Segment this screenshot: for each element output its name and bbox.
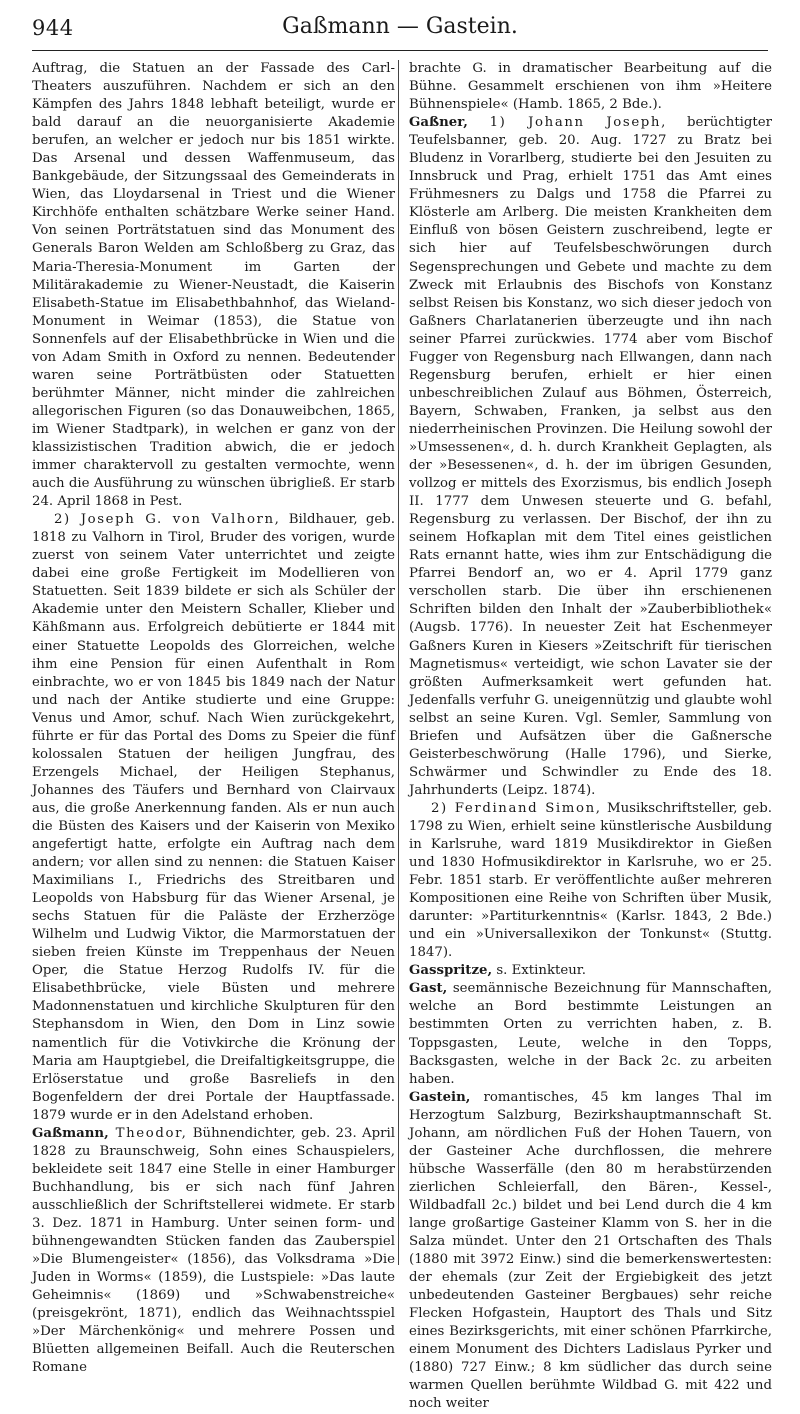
headword: Gaßner, <box>409 115 468 131</box>
entry-paragraph: Gasspritze, s. Extinkteur. <box>409 963 586 979</box>
entry-paragraph: 2) Joseph G. von Valhorn, Bildhauer, geb. 1818 zu Valhorn in Tirol, Bruder des vorigen, wurde zuerst von seinem Vater unterrichtet und zeigte dabei eine große Fertigkeit im Modellieren von Statuetten. Seit 1839 bildete er sich als Schüler der Akademie unter den Meistern Schaller, Klieber und Kähßmann aus. Erfolgreich debütierte er 1844 mit einer Statuette Leopolds des Glorreichen, welche ihm eine Pension für einen Aufenthalt in Rom einbrachte, wo er von 1845 bis 1849 nach der Natur und nach der Antike studierte und eine Gruppe: Venus und Amor, schuf. Nach Wien zurückgekehrt, führte er für das Portal des Doms zu Speier die fünf kolossalen Statuen der heiligen Jungfrau, des Erzengels Michael, der Heiligen Stephanus, Johannes des Täufers und Bernhard von Clairvaux aus, die große Anerkennung fanden. Als er nun auch die Büsten des Kaisers und der Kaiserin von Mexiko angefertigt hatte, erfolgte ein Auftrag nach dem andern; vor allen sind zu nennen: die Statuen Kaiser Maximilians I., Friedrichs des Streitbaren und Leopolds von Habsburg für das Wiener Arsenal, je sechs Statuen für die Paläste der Erzherzöge Wilhelm und Ludwig Viktor, die Marmorstatuen der sieben freien Künste im Treppenhaus der Neuen Oper, die Statue Herzog Rudolfs IV. für die Elisabethbrücke, viele Büsten und mehrere Madonnenstatuen und kirchliche Skulpturen für den Stephansdom in Wien, den Dom in Linz sowie namentlich für die Votivkirche die Krönung der Maria am Hauptgiebel, die Dreifaltigkeitsgruppe, die Erlöserstatue und große Basreliefs in den Bogenfeldern der drei Portale der Hauptfassade. 1879 wurde er in den Adelstand erhoben. <box>32 512 395 1123</box>
entry-paragraph: 2) Ferdinand Simon, Musikschriftsteller, geb. 1798 zu Wien, erhielt seine künstlerische Ausbildung in Karlsruhe, ward 1819 Musikdirektor in Gießen und 1830 Hofmusikdirektor in Karlsruhe, wo er 25. Febr. 1851 starb. Er veröffentlichte außer mehreren Kompositionen eine Reihe von Schriften über Musik, darunter: »Partiturkenntnis« (Karlsr. 1843, 2 Bde.) und ein »Universallexikon der Tonkunst« (Stuttg. 1847). <box>409 800 772 961</box>
page-header <box>32 10 768 50</box>
page-number: 944 <box>32 16 74 40</box>
entry-paragraph: Gaßmann, Theodor, Bühnendichter, geb. 23. April 1828 zu Braunschweig, Sohn eines Schauspielers, bekleidete seit 1847 eine Stelle in einer Hamburger Buchhandlung, bis er sich nach fünf Jahren ausschließlich der Schriftstellerei widmete. Er starb 3. Dez. 1871 in Hamburg. Unter seinen form- und bühnengewandten Stücken fanden das Zauberspiel »Die Blumengeister« (1856), das Volksdrama »Die Juden in Worms« (1859), die Lustspiele: »Das laute Geheimnis« (1869) und »Schwabenstreiche« (preisgekrönt, 1871), endlich das Weihnachtsspiel »Der Märchenkönig« und mehrere Possen und Blüetten allgemeinen Beifall. Auch die Reuterschen Romane <box>32 1125 396 1376</box>
column-divider <box>398 60 399 1265</box>
entry-paragraph: Gast, seemännische Bezeichnung für Mannschaften, welche an Bord bestimmte Leistungen an bestimmten Orten zu verrichten haben, z. B. Toppsgasten, Leute, welche in den Topps, Backsgasten, welche in der Back 2c. zu arbeiten haben. <box>409 981 772 1087</box>
entry-paragraph: Gaßner, 1) Johann Joseph, berüchtigter Teufelsbanner, geb. 20. Aug. 1727 zu Bratz bei Bludenz in Vorarlberg, studierte bei den Jesuiten zu Innsbruck und Prag, erhielt 1751 das Amt eines Frühmesners zu Dalgs und 1758 die Pfarrei zu Klösterle am Arlberg. Die meisten Krankheiten dem Einfluß von bösen Geistern zuschreibend, legte er sich hier auf Teufelsbeschwörungen durch Segensprechungen und Gebete und machte zu dem Zweck mit Erlaubnis des Bischofs von Konstanz selbst Reisen bis Konstanz, wo sich dieser jedoch von Gaßners Charlatanerien überzeugte und ihn nach seiner Pfarrei zurückwies. 1774 aber vom Bischof Fugger von Regensburg nach Ellwangen, dann nach Regensburg berufen, erhielt er hier einen unbeschreiblichen Zulauf aus Böhmen, Österreich, Bayern, Schwaben, Franken, ja selbst aus den niederrheinischen Provinzen. Die Heilung sowohl der »Umsessenen«, d. h. durch Krankheit Geplagten, als der »Besessenen«, d. h. der im übrigen Gesunden, vollzog er mittels des Exorzismus, bis endlich Joseph II. 1777 dem Unwesen steuerte und G. befahl, Regensburg zu verlassen. Der Bischof, der ihn zu seinem Hofkaplan mit dem Titel eines geistlichen Rats ernannt hatte, wies ihm zur Entschädigung die Pfarrei Bendorf an, wo er 4. April 1779 ganz verschollen starb. Die über ihn erschienenen Schriften bilden den Inhalt der »Zauberbibliothek« (Augsb. 1776). In neuester Zeit hat Eschenmeyer Gaßners Kuren in Kiesers »Zeitschrift für tierischen Magnetismus« verteidigt, wie schon Lavater sie der größten Aufmerksamkeit wert gefunden hat. Jedenfalls verfuhr G. uneigennützig und glaubte wohl selbst an seine Kuren. Vgl. Semler, Sammlung von Briefen und Aufsätzen über die Gaßnersche Geisterbeschwörung (Halle 1796), und Sierke, Schwärmer und Schwindler zu Ende des 18. Jahrhunderts (Leipz. 1874). <box>409 115 772 798</box>
headword: Gastein, <box>409 1089 471 1105</box>
headword: Gaßmann, <box>32 1125 109 1141</box>
header-rule <box>32 50 768 51</box>
left-column <box>32 60 395 1377</box>
headword: Gasspritze, <box>409 963 493 979</box>
entry-paragraph: brachte G. in dramatischer Bearbeitung auf die Bühne. Gesammelt erschienen von ihm »Heitere Bühnenspiele« (Hamb. 1865, 2 Bde.). <box>409 61 772 113</box>
running-title: Gaßmann — Gastein. <box>282 14 518 39</box>
headword: Gast, <box>409 981 448 997</box>
entry-paragraph: Auftrag, die Statuen an der Fassade des Carl-Theaters auszuführen. Nachdem er sich an den Kämpfen des Jahrs 1848 lebhaft beteiligt, wurde er bald darauf an die neuorganisierte Akademie berufen, an welcher er jedoch nur bis 1851 wirkte. Das Arsenal und dessen Waffenmuseum, das Bankgebäude, der Sitzungssaal des Gemeinderats in Wien, das Lloydarsenal in Triest und die Wiener Kirchhöfe enthalten schätzbare Werke seiner Hand. Von seinen Porträtstatuen sind das Monument des Generals Baron Welden am Schloßberg zu Graz, das Maria-Theresia-Monument im Garten der Militärakademie zu Wiener-Neustadt, die Kaiserin Elisabeth-Statue im Elisabethbahnhof, das Wieland-Monument in Weimar (1853), die Statue von Sonnenfels auf der Elisabethbrücke in Wien und die von Adam Smith in Oxford zu nennen. Bedeutender waren seine Porträtbüsten oder Statuetten berühmter Männer, nicht minder die zahlreichen allegorischen Figuren (so das Donauweibchen, 1865, im Wiener Stadtpark), in welchen er ganz von der klassizistischen Tradition abwich, die er jedoch immer charaktervoll zu gestalten vermochte, wenn auch die Ausführung zu wünschen übrigließ. Er starb 24. April 1868 in Pest. <box>32 61 395 510</box>
entry-paragraph: Gastein, romantisches, 45 km langes Thal im Herzogtum Salzburg, Bezirkshauptmannschaft St. Johann, am nördlichen Fuß der Hohen Tauern, von der Gasteiner Ache durchflossen, die mehrere hübsche Wasserfälle (den 80 m herabstürzenden zierlichen Schleierfall, den Bären-, Kessel-, Wildbadfall 2c.) bildet und bei Lend durch die 4 km lange großartige Gasteiner Klamm von S. her in die Salza mündet. Unter den 21 Ortschaften des Thals (1880 mit 3972 Einw.) sind die bemerkenswertesten: der ehemals (zur Zeit der Ergiebigkeit des jetzt unbedeutenden Gasteiner Bergbaues) sehr reiche Flecken Hofgastein, Hauptort des Thals und Sitz eines Bezirksgerichts, mit einer schönen Pfarrkirche, einem Monument des Dichters Ladislaus Pyrker und (1880) 727 Einw.; 8 km südlicher das durch seine warmen Quellen berühmte Wildbad G. mit 422 und noch weiter <box>409 1089 772 1412</box>
right-column <box>409 60 772 1414</box>
